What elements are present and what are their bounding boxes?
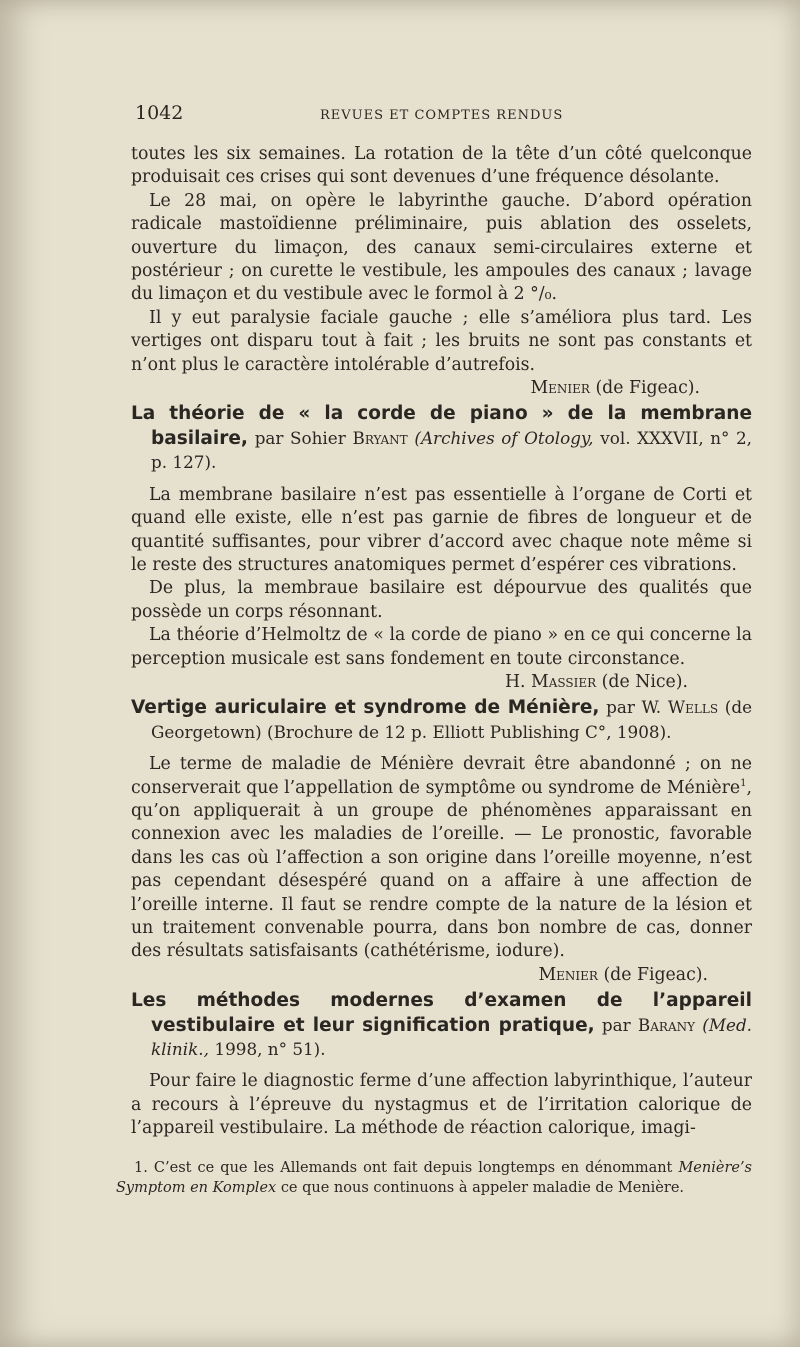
signature — [131, 671, 752, 694]
paragraph-text: , qu’on appliquerait à un groupe de phénomènes apparaissant en connexion avec les maladies de l’oreille. — Le pronostic, favorable dans les cas où l’affection a son origine dans l’oreille moyenne, n’est pas cependant désespéré quand on a affaire à une affection de l’oreille interne. Il faut se rendre compte de la nature de la lésion et un traitement convenable pourra, dans bon nombre de cas, donner des résultats satisfaisants (cathétérisme, iodure). — [131, 777, 752, 962]
signature-place: (de Nice). — [601, 671, 688, 692]
footnote-marker: 1 — [740, 777, 747, 789]
entry-reference: 1998, n° 51). — [214, 1039, 326, 1060]
running-title: REVUES ET COMPTES RENDUS — [320, 108, 564, 123]
footnote — [116, 1158, 752, 1198]
entry-journal: (Archives of Otology, — [414, 427, 594, 448]
paragraph: De plus, la membraue basilaire est dépourvue des qualités que possède un corps résonnant. — [131, 578, 752, 622]
entry-by: par Sohier — [254, 427, 346, 448]
signature-place: (de Figeac). — [595, 378, 700, 399]
page-number: 1042 — [135, 102, 184, 124]
entry-title: Les méthodes modernes d’examen de l’appareil vestibulaire et leur signification pratique, — [131, 990, 752, 1036]
entry-author: Barany — [637, 1014, 696, 1035]
paragraph: Le 28 mai, on opère le labyrinthe gauche. D’abord opération radicale mastoïdienne préliminaire, puis ablation des osselets, ouverture du limaçon, des canaux semi-circulaires externe et postérieur ; on curette le vestibule, les ampoules des canaux ; lavage du limaçon et du vestibule avec le formol à 2 °/₀. — [131, 190, 752, 305]
entry-author: Wells — [667, 697, 719, 718]
entry-reference: vol. XXXVII, n° 2, p. 127). — [151, 427, 753, 473]
review-entry-heading — [131, 989, 752, 1062]
entry-title: La théorie de « la corde de piano » de la membrane basilaire, — [131, 403, 752, 449]
footnote-number: 1. — [134, 1160, 148, 1176]
signature-name: Massier — [531, 671, 597, 692]
entry-title: Vertige auriculaire et syndrome de Ménière, — [131, 697, 600, 719]
paragraph: La membrane basilaire n’est pas essentielle à l’organe de Corti et quand elle existe, elle n’est pas garnie de fibres de longueur et de quantité suffisantes, pour vibrer d’accord avec chaque note même si le reste des structures anatomiques permet d’espérer ces vibrations. — [131, 484, 752, 575]
review-entry-heading — [131, 402, 752, 475]
footnote-italic: Menière’s Symptom en Komplex — [116, 1160, 753, 1196]
signature — [131, 377, 752, 400]
signature — [131, 964, 752, 987]
signature-name: Menier — [538, 964, 598, 985]
page-header — [135, 100, 750, 130]
page-body — [131, 143, 752, 1141]
paragraph: La théorie d’Helmoltz de « la corde de piano » en ce qui concerne la perception musicale est sans fondement en toute circonstance. — [131, 625, 752, 669]
signature-place: (de Figeac). — [603, 964, 708, 985]
paragraph: Pour faire le diagnostic ferme d’une affection labyrinthique, l’auteur a recours à l’épreuve du nystagmus et de l’irritation calorique de l’appareil vestibulaire. La méthode de réaction calorique, imagi- — [131, 1071, 752, 1139]
paragraph-text: Le terme de maladie de Ménière devrait être abandonné ; on ne conserverait que l’appellation de symptôme ou syndrome de Ménière — [131, 754, 752, 798]
entry-by: par W. — [606, 697, 662, 718]
entry-author: Bryant — [352, 427, 408, 448]
signature-name: Menier — [530, 378, 590, 399]
review-entry-heading — [131, 696, 752, 745]
signature-initial: H. — [504, 671, 526, 692]
paragraph: toutes les six semaines. La rotation de la tête d’un côté quelconque produisait ces crises qui sont devenues d’une fréquence désolante. — [131, 144, 752, 188]
entry-journal: (Med. klinik., — [151, 1014, 753, 1060]
footnote-text — [116, 1158, 752, 1198]
footnote-text-a: C’est ce que les Allemands ont fait depuis longtemps en dénommant — [153, 1160, 673, 1176]
footnote-text-b: ce que nous continuons à appeler maladie de Menière. — [280, 1180, 685, 1196]
paragraph: Il y eut paralysie faciale gauche ; elle s’améliora plus tard. Les vertiges ont disparu tout à fait ; les bruits ne sont pas constants et n’ont plus le caractère intolérable d’autrefois. — [131, 307, 752, 375]
paragraph — [131, 753, 752, 964]
entry-by: par — [601, 1014, 631, 1035]
entry-reference: (de Georgetown) (Brochure de 12 p. Elliott Publishing C°, 1908). — [151, 697, 753, 742]
